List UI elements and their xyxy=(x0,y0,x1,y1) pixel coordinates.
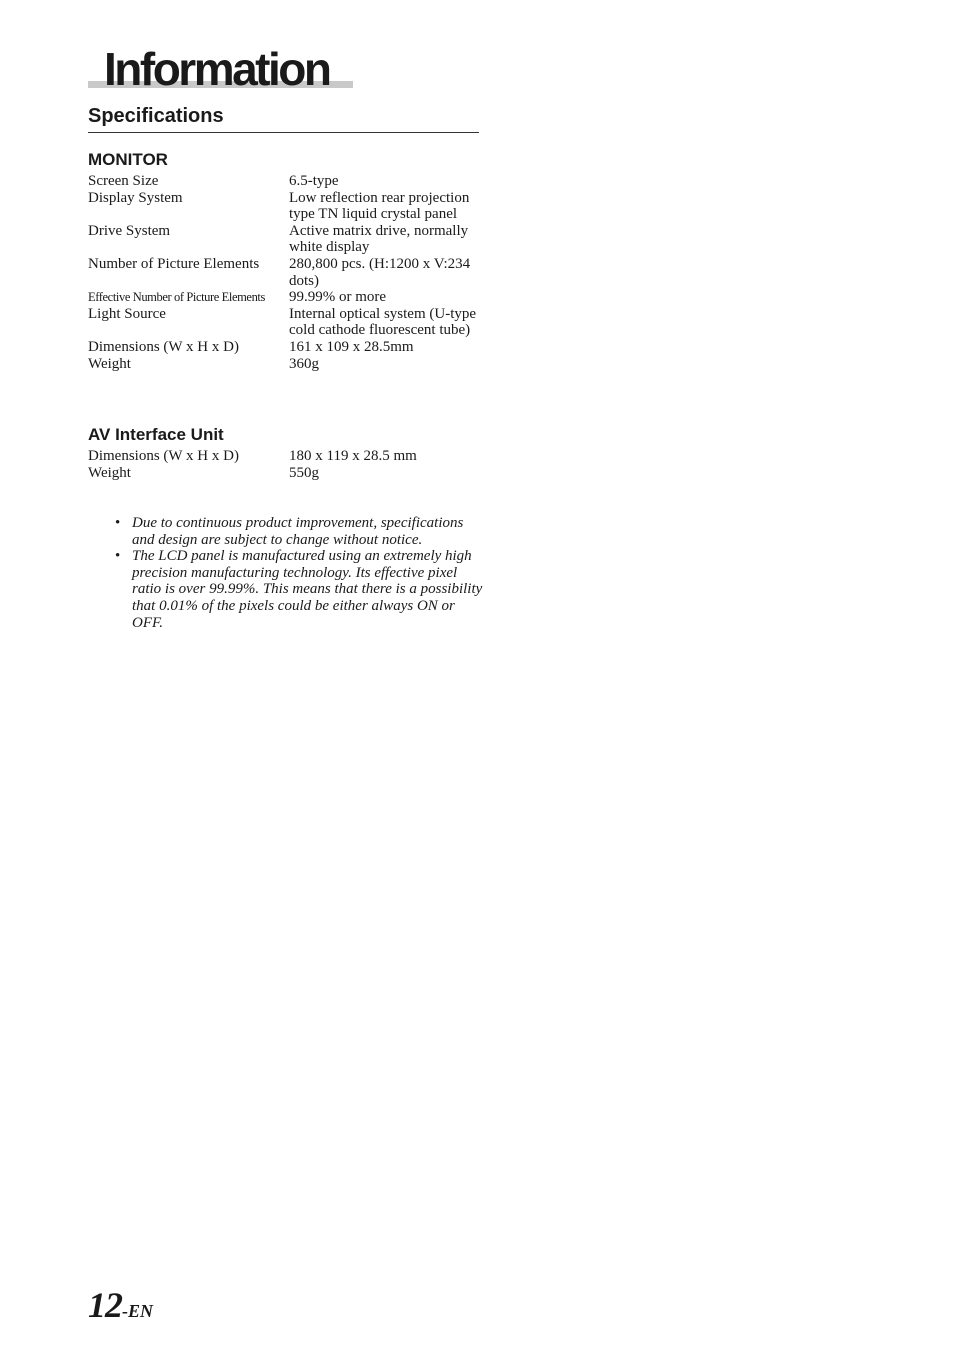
bullet-icon: • xyxy=(115,548,121,565)
bullet-icon: • xyxy=(115,515,121,531)
spec-row xyxy=(88,190,479,223)
section-title: Specifications xyxy=(88,103,479,133)
spec-label: Number of Picture Elements xyxy=(88,255,260,272)
page-language-suffix: -EN xyxy=(122,1301,153,1321)
spec-value: 180 x 119 x 28.5 mm xyxy=(289,448,417,464)
spec-row xyxy=(88,289,479,306)
note-text: The LCD panel is manufactured using an extremely high precision manufacturing technology. Its effective pixel ratio is over 99.99%. This means that there is a possibility that 0.01% of the pixels could be either always ON or OFF. xyxy=(132,548,483,631)
monitor-title: MONITOR xyxy=(88,150,168,169)
notes-list xyxy=(115,515,485,631)
spec-row xyxy=(88,306,479,339)
spec-label: Screen Size xyxy=(88,173,159,189)
note-item xyxy=(115,548,485,631)
spec-label: Weight xyxy=(88,464,131,481)
spec-label: Effective Number of Picture Elements xyxy=(88,290,265,305)
spec-value: Low reflection rear projection type TN liquid crystal panel xyxy=(289,189,470,223)
note-text: Due to continuous product improvement, specifications and design are subject to change without notice. xyxy=(132,515,464,548)
page-footer xyxy=(88,1284,153,1326)
spec-label: Weight xyxy=(88,355,131,372)
spec-label: Dimensions (W x H x D) xyxy=(88,338,239,355)
spec-row xyxy=(88,223,479,256)
spec-row xyxy=(88,465,479,482)
spec-value: 280,800 pcs. (H:1200 x V:234 dots) xyxy=(289,255,471,289)
spec-value: Internal optical system (U-type cold cathode fluorescent tube) xyxy=(289,305,477,339)
spec-value: 161 x 109 x 28.5mm xyxy=(289,338,414,355)
page-number: 12 xyxy=(88,1285,122,1325)
av-unit-spec-table xyxy=(88,448,479,481)
spec-value: Active matrix drive, normally white display xyxy=(289,222,469,256)
page-title: Information xyxy=(104,43,330,95)
spec-row xyxy=(88,339,479,356)
spec-label: Dimensions (W x H x D) xyxy=(88,448,239,464)
spec-row xyxy=(88,256,479,289)
spec-row xyxy=(88,356,479,373)
spec-row xyxy=(88,448,479,465)
spec-value: 6.5-type xyxy=(289,173,339,189)
spec-value: 550g xyxy=(289,464,319,481)
note-item xyxy=(115,515,485,548)
monitor-spec-table xyxy=(88,173,479,372)
spec-label: Drive System xyxy=(88,222,171,239)
av-interface-unit-title: AV Interface Unit xyxy=(88,425,224,444)
spec-label: Light Source xyxy=(88,305,166,322)
spec-label: Display System xyxy=(88,189,183,206)
spec-value: 360g xyxy=(289,355,319,372)
page-header xyxy=(88,44,354,94)
spec-value: 99.99% or more xyxy=(289,289,387,306)
spec-row xyxy=(88,173,479,190)
